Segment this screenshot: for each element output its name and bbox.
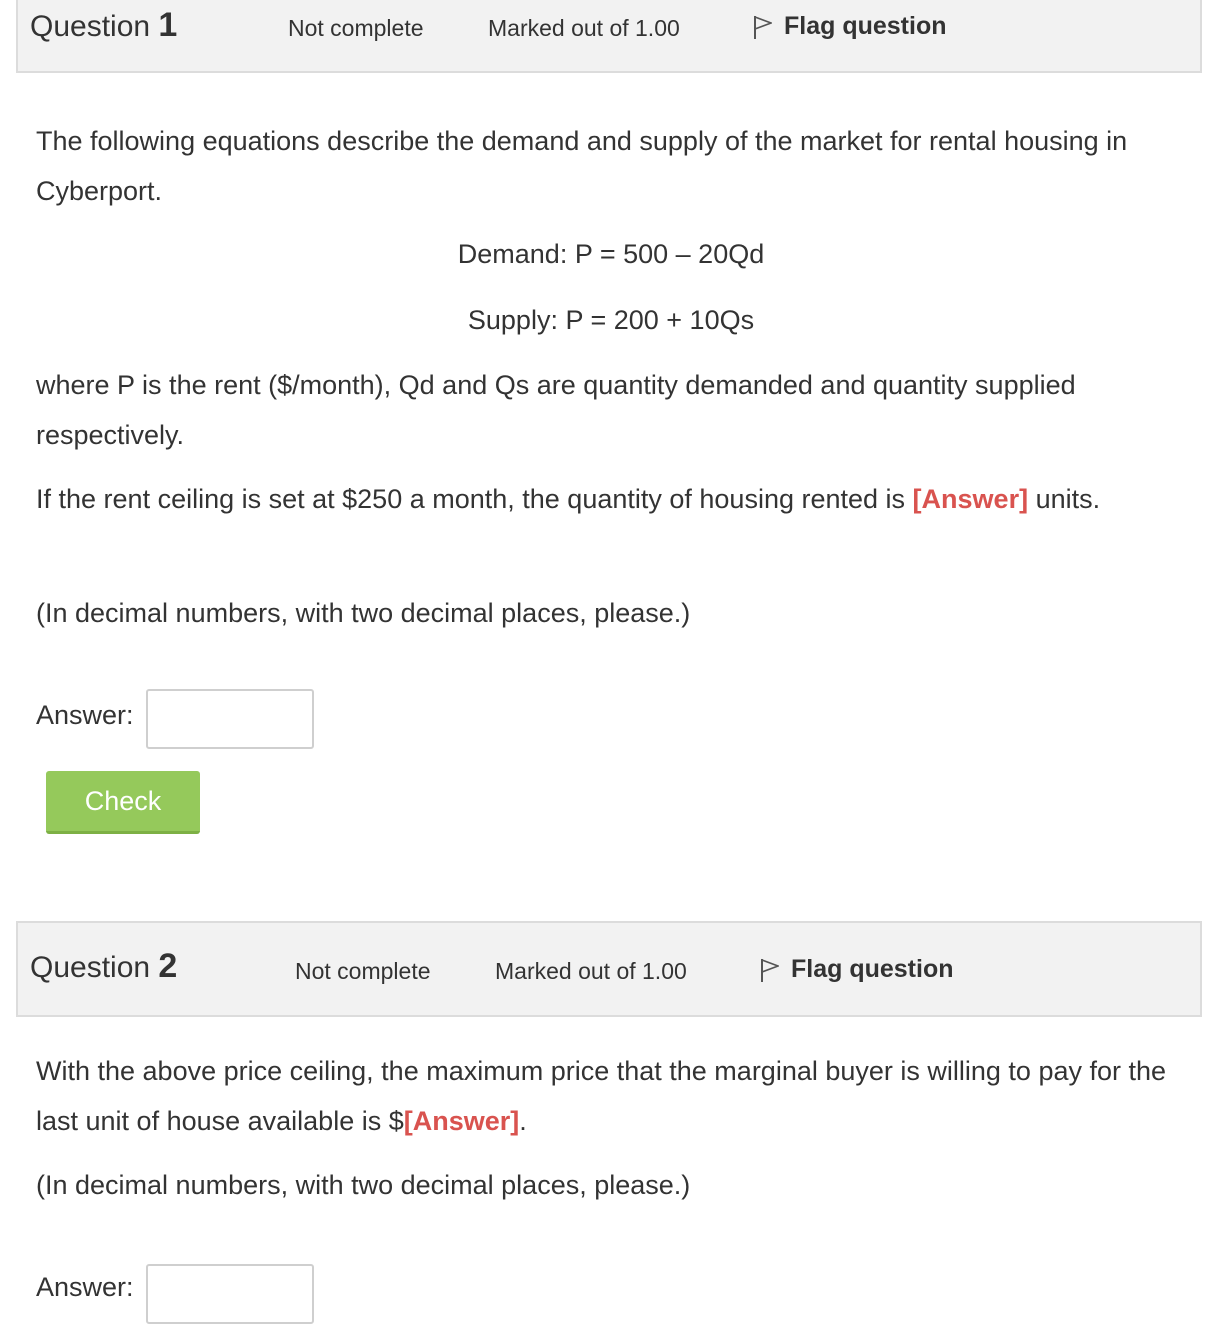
question-2-title-word: Question (30, 951, 151, 984)
question-1-answer-input[interactable] (146, 689, 314, 749)
question-2-answer-label: Answer: (36, 1272, 134, 1302)
question-1-marks: Marked out of 1.00 (488, 15, 680, 41)
question-2-flag-button[interactable] (759, 955, 954, 984)
question-1-header (16, 0, 1202, 73)
question-1-answer-label: Answer: (36, 700, 134, 730)
question-1-intro: The following equations describe the demand and supply of the market for rental housing in Cyberport. (36, 126, 1128, 206)
question-1-instruction: (In decimal numbers, with two decimal places, please.) (36, 598, 691, 628)
question-2-marks: Marked out of 1.00 (495, 958, 687, 984)
flag-icon (752, 14, 772, 40)
question-2-flag-label: Flag question (791, 955, 954, 983)
question-1-title (30, 6, 177, 45)
question-1-prompt (36, 474, 1186, 524)
question-2-prompt (36, 1046, 1186, 1146)
question-2-answer-tag: [Answer] (403, 1106, 520, 1136)
question-2-prompt-end: . (519, 1106, 527, 1136)
question-1-flag-button[interactable] (752, 12, 947, 41)
question-1-status: Not complete (288, 15, 424, 41)
question-1-prompt-text: If the rent ceiling is set at $250 a month, the quantity of housing rented is (36, 484, 913, 514)
supply-equation: Supply: P = 200 + 10Qs (467, 305, 755, 335)
question-2-answer-input[interactable] (146, 1264, 314, 1324)
question-1-flag-label: Flag question (784, 12, 947, 40)
question-2-header (16, 921, 1202, 1017)
question-2-instruction: (In decimal numbers, with two decimal places, please.) (36, 1170, 691, 1200)
question-1-definitions: where P is the rent ($/month), Qd and Qs are quantity demanded and quantity supplied respectively. (36, 370, 1076, 450)
flag-icon (759, 957, 779, 983)
question-1-title-word: Question (30, 10, 151, 43)
question-2-number: 2 (158, 947, 178, 985)
question-2-title (30, 947, 177, 986)
question-1-answer-tag: [Answer] (912, 484, 1029, 514)
question-1-number: 1 (158, 6, 178, 44)
check-button[interactable]: Check (46, 771, 200, 834)
question-1-prompt-end: units. (1028, 484, 1101, 514)
question-2-prompt-text: With the above price ceiling, the maximum price that the marginal buyer is willing to pay for the last unit of house available is $ (36, 1056, 1167, 1136)
demand-equation: Demand: P = 500 – 20Qd (457, 239, 765, 269)
question-2-status: Not complete (295, 958, 431, 984)
